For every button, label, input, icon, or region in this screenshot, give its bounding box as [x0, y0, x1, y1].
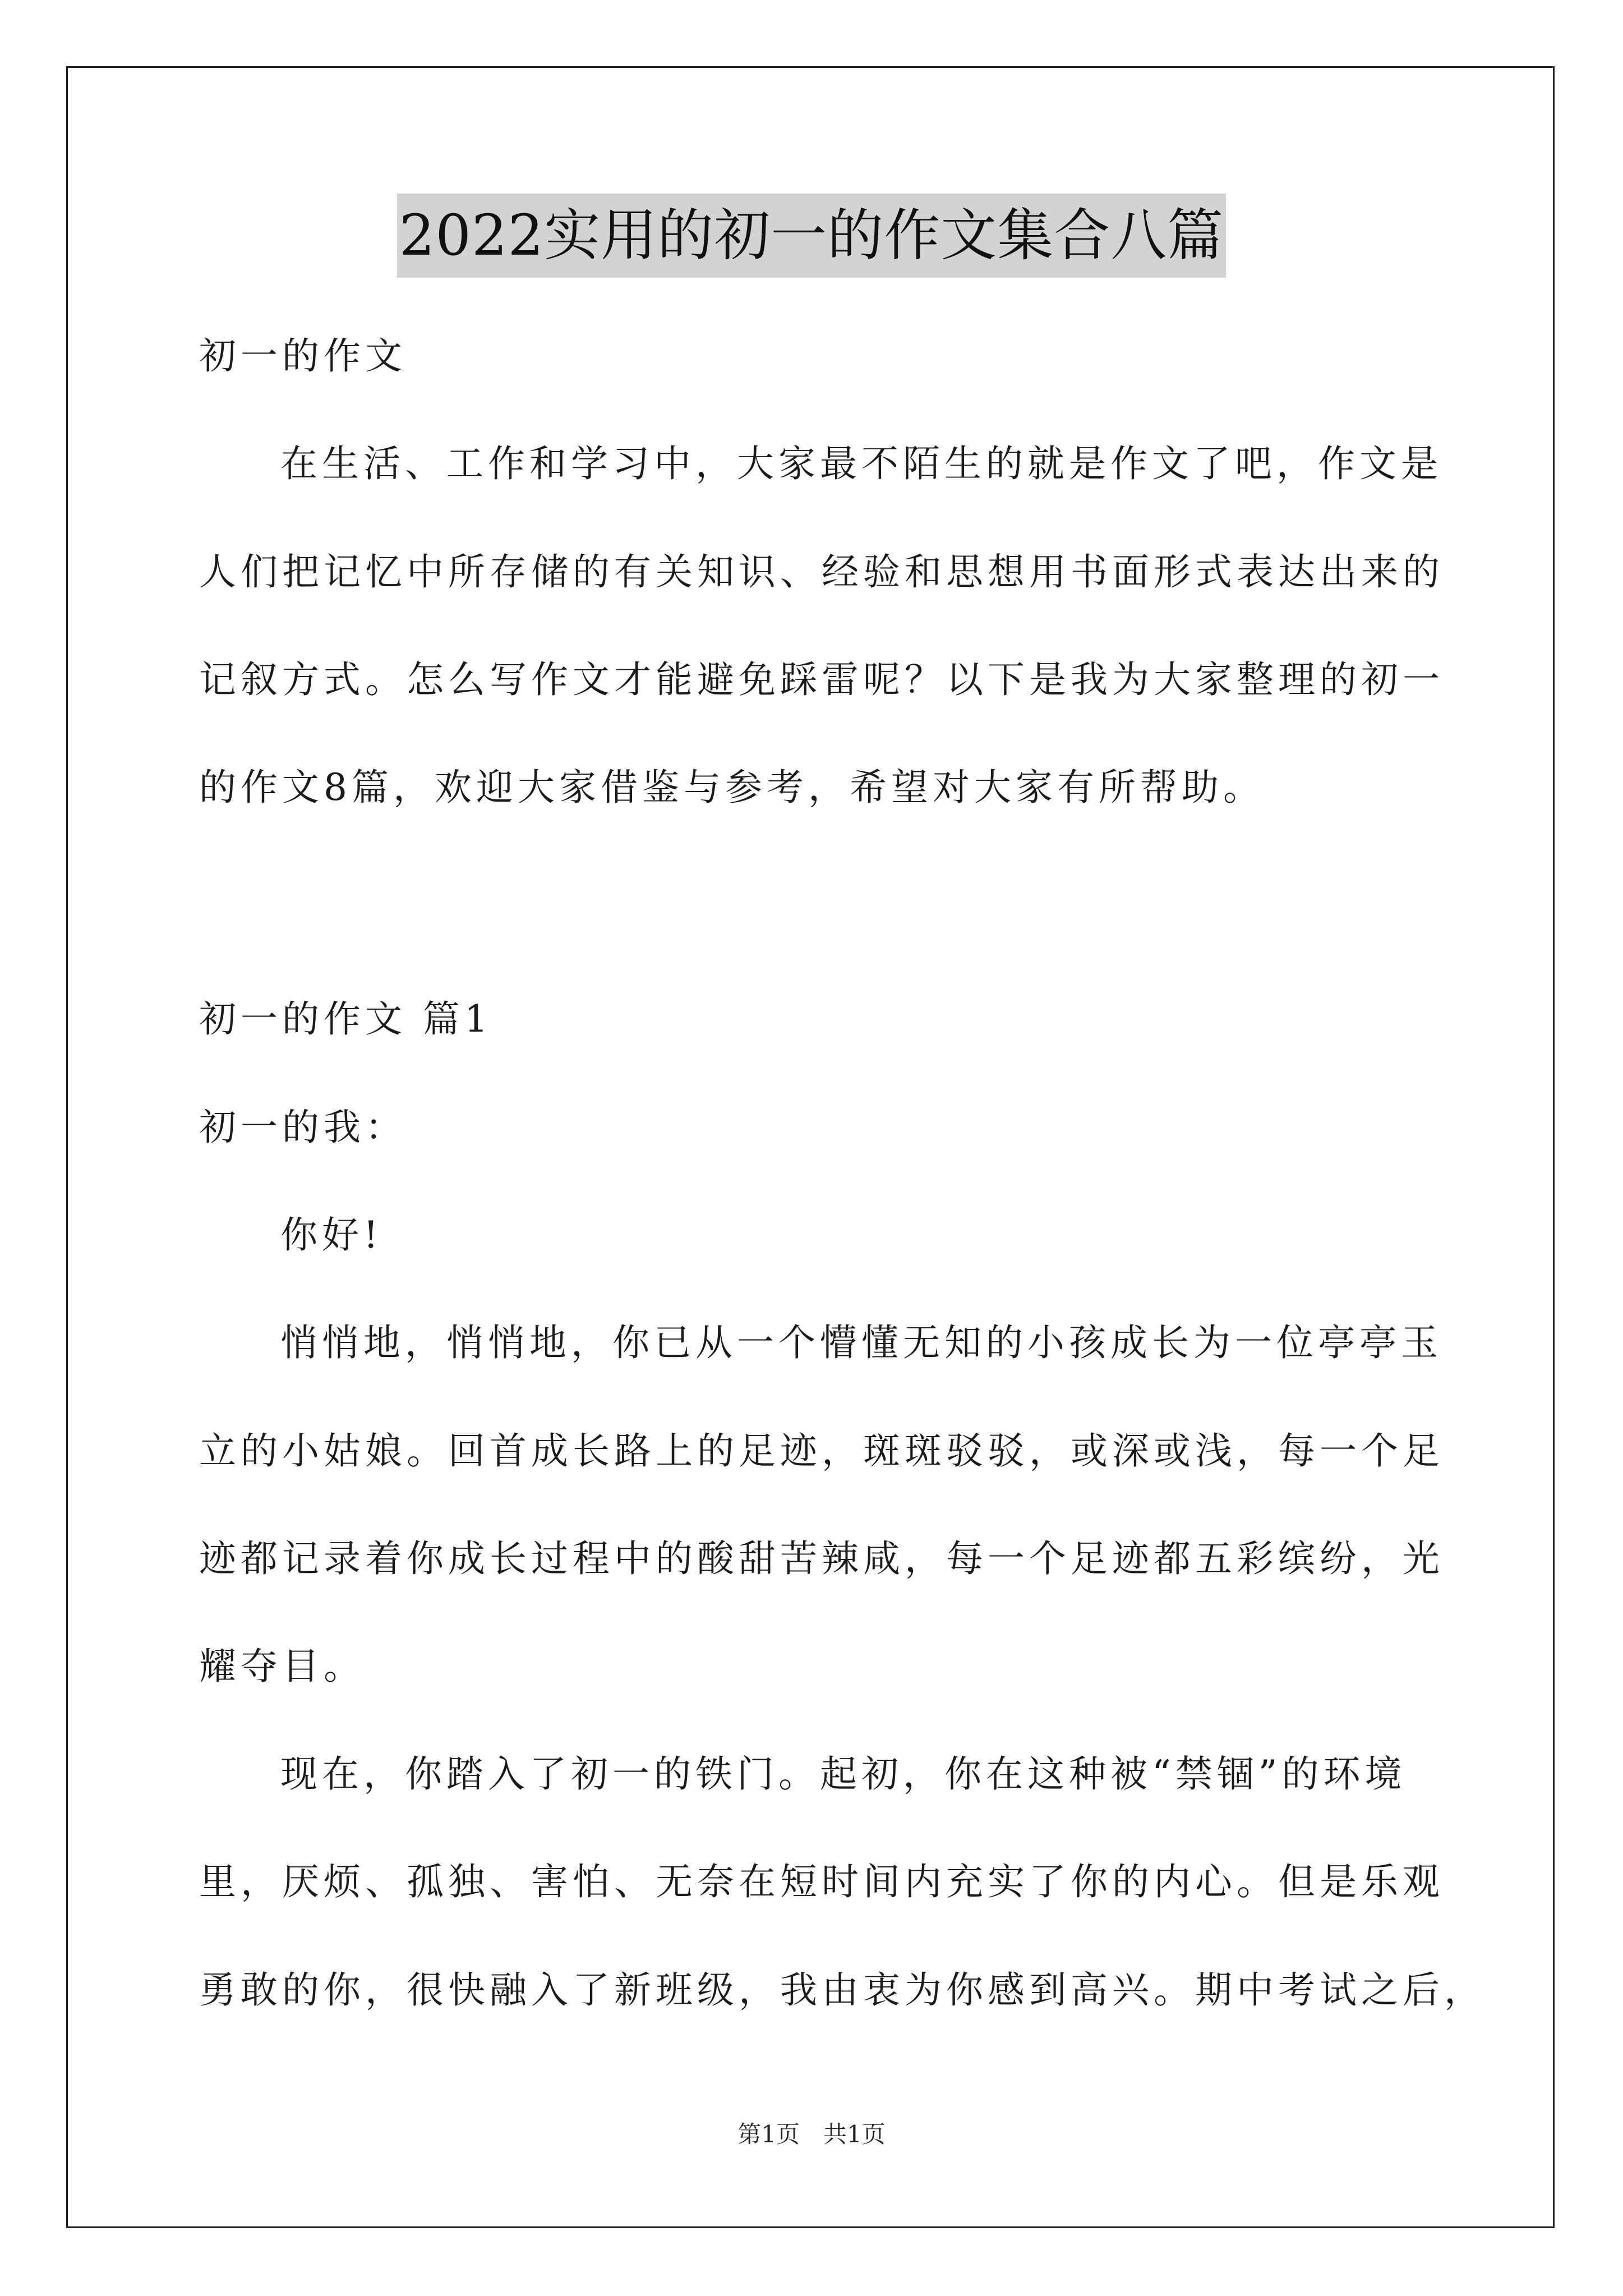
- paragraph-line: 的作文8篇，欢迎大家借鉴与参考，希望对大家有所帮助。: [199, 766, 1265, 809]
- title-container: [0, 194, 1623, 278]
- paragraph-line: 立的小姑娘。回首成长路上的足迹，斑斑驳驳，或深或浅，每一个足: [199, 1429, 1444, 1473]
- document-title: 2022实用的初一的作文集合八篇: [397, 194, 1227, 278]
- paragraph-line: 记叙方式。怎么写作文才能避免踩雷呢？以下是我为大家整理的初一: [199, 658, 1444, 701]
- paragraph-line: 悄悄地，悄悄地，你已从一个懵懂无知的小孩成长为一位亭亭玉: [280, 1321, 1442, 1364]
- paragraph-line: 在生活、工作和学习中，大家最不陌生的就是作文了吧，作文是: [280, 442, 1442, 485]
- paragraph-line: 迹都记录着你成长过程中的酸甜苦辣咸，每一个足迹都五彩缤纷，光: [199, 1537, 1444, 1580]
- page-footer: 第1页 共1页: [737, 2120, 886, 2148]
- paragraph-line: 人们把记忆中所存储的有关知识、经验和思想用书面形式表达出来的: [199, 550, 1444, 593]
- paragraph-line: 里，厌烦、孤独、害怕、无奈在短时间内充实了你的内心。但是乐观: [199, 1860, 1444, 1903]
- greeting: 你好!: [280, 1213, 383, 1257]
- paragraph-line: 勇敢的你，很快融入了新班级，我由衷为你感到高兴。期中考试之后，: [199, 1968, 1486, 2012]
- paragraph-line: 耀夺目。: [199, 1645, 365, 1688]
- article-heading: 初一的作文 篇1: [199, 997, 492, 1041]
- paragraph-line: 现在，你踏入了初一的铁门。起初，你在这种被“禁锢”的环境: [280, 1752, 1407, 1796]
- section-heading: 初一的作文: [199, 334, 407, 378]
- salutation: 初一的我：: [199, 1106, 407, 1149]
